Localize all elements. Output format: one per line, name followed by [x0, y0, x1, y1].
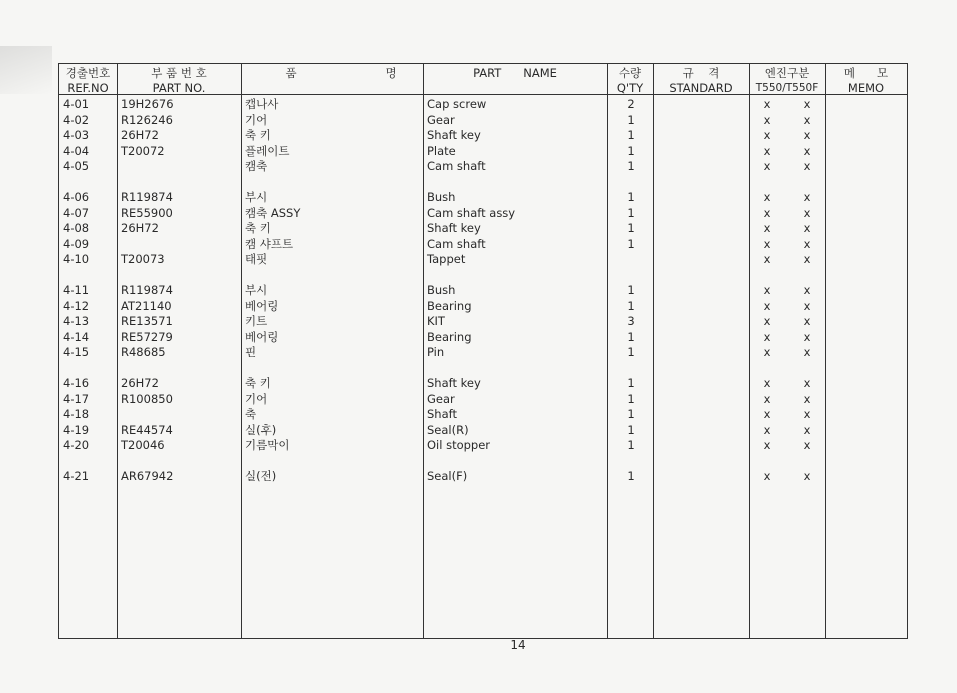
- table-row: [59, 299, 907, 315]
- part-no: R119874: [121, 190, 173, 204]
- engine-t550f-mark: x: [803, 252, 811, 266]
- korean-name: 베어링: [245, 329, 279, 344]
- engine-t550-mark: x: [763, 438, 771, 452]
- ref-no: 4-16: [63, 376, 90, 390]
- header-part-kor: 부 품 번 호: [151, 66, 207, 80]
- engine-t550f-mark: x: [803, 391, 811, 406]
- ref-no: 4-14: [63, 329, 90, 344]
- korean-name: 축 키: [245, 221, 271, 235]
- korean-name: 기어: [245, 112, 268, 127]
- part-name: Bearing: [427, 298, 472, 313]
- korean-name: 태핏: [245, 252, 268, 266]
- korean-name: 부시: [245, 190, 268, 204]
- part-no: 26H72: [121, 128, 159, 142]
- part-name: Shaft key: [427, 376, 481, 390]
- part-no: 26H72: [121, 376, 159, 390]
- table-row: [59, 237, 907, 253]
- ref-no: 4-07: [63, 205, 90, 220]
- header-std-en: STANDARD: [669, 81, 733, 95]
- quantity: 1: [627, 159, 635, 173]
- quantity: 1: [627, 128, 635, 142]
- engine-t550f-mark: x: [803, 221, 811, 235]
- table-row: [59, 376, 907, 392]
- part-no: RE55900: [121, 205, 173, 220]
- parts-table: [58, 63, 908, 639]
- part-no: 19H2676: [121, 97, 174, 111]
- table-row: [59, 438, 907, 454]
- part-no: 26H72: [121, 221, 159, 235]
- ref-no: 4-01: [63, 97, 90, 111]
- ref-no: 4-17: [63, 391, 90, 406]
- engine-t550-mark: x: [763, 345, 771, 359]
- quantity: 1: [627, 112, 635, 127]
- quantity: 1: [627, 469, 635, 483]
- part-name: Tappet: [427, 252, 466, 266]
- header-ref-en: REF.NO: [67, 81, 109, 95]
- engine-t550-mark: x: [763, 391, 771, 406]
- header-qty-kor: 수량: [618, 66, 642, 80]
- quantity: 1: [627, 345, 635, 359]
- ref-no: 4-21: [63, 469, 90, 483]
- part-no: AT21140: [121, 298, 172, 313]
- quantity: 1: [627, 236, 635, 251]
- part-name: Bush: [427, 283, 456, 297]
- engine-t550f-mark: x: [803, 376, 811, 390]
- part-no: R48685: [121, 345, 166, 359]
- korean-name: 축 키: [245, 128, 271, 142]
- table-row: [59, 407, 907, 423]
- engine-t550f-mark: x: [803, 298, 811, 313]
- quantity: 1: [627, 283, 635, 297]
- part-no: AR67942: [121, 469, 174, 483]
- quantity: 1: [627, 298, 635, 313]
- header-name-kor-2: 명: [385, 66, 397, 80]
- quantity: 3: [627, 314, 635, 328]
- engine-t550f-mark: x: [803, 143, 811, 158]
- table-row: [59, 159, 907, 175]
- engine-t550-mark: x: [763, 97, 771, 111]
- table-row: [59, 206, 907, 222]
- engine-t550f-mark: x: [803, 190, 811, 204]
- part-name: Cam shaft: [427, 159, 486, 173]
- engine-t550f-mark: x: [803, 329, 811, 344]
- table-row: [59, 221, 907, 237]
- quantity: 1: [627, 391, 635, 406]
- korean-name: 캡나사: [245, 97, 279, 111]
- ref-no: 4-13: [63, 314, 90, 328]
- engine-t550f-mark: x: [803, 205, 811, 220]
- quantity: 1: [627, 438, 635, 452]
- ref-no: 4-05: [63, 159, 90, 173]
- part-name: KIT: [427, 314, 445, 328]
- part-name: Shaft: [427, 407, 457, 421]
- engine-t550-mark: x: [763, 128, 771, 142]
- part-name: Cam shaft assy: [427, 205, 516, 220]
- engine-t550-mark: x: [763, 469, 771, 483]
- part-name: Bush: [427, 190, 456, 204]
- ref-no: 4-08: [63, 221, 90, 235]
- part-name: Gear: [427, 391, 455, 406]
- engine-t550-mark: x: [763, 236, 771, 251]
- table-row: [59, 423, 907, 439]
- table-row: [59, 97, 907, 113]
- korean-name: 캠축 ASSY: [245, 205, 301, 220]
- engine-t550f-mark: x: [803, 345, 811, 359]
- korean-name: 캠 샤프트: [245, 236, 294, 251]
- quantity: 1: [627, 221, 635, 235]
- engine-t550f-mark: x: [803, 283, 811, 297]
- ref-no: 4-03: [63, 128, 90, 142]
- engine-t550-mark: x: [763, 190, 771, 204]
- engine-t550-mark: x: [763, 252, 771, 266]
- table-row: [59, 392, 907, 408]
- korean-name: 실(전): [245, 469, 277, 483]
- table-row: [59, 330, 907, 346]
- part-name: Seal(F): [427, 469, 468, 483]
- header-qty-en: Q'TY: [616, 81, 644, 95]
- engine-t550f-mark: x: [803, 438, 811, 452]
- quantity: 1: [627, 190, 635, 204]
- part-no: R126246: [121, 112, 173, 127]
- scan-smudge: [0, 46, 52, 94]
- part-name: Shaft key: [427, 221, 481, 235]
- engine-t550f-mark: x: [803, 159, 811, 173]
- quantity: 1: [627, 376, 635, 390]
- korean-name: 베어링: [245, 298, 279, 313]
- engine-t550-mark: x: [763, 329, 771, 344]
- ref-no: 4-11: [63, 283, 90, 297]
- korean-name: 축: [245, 407, 257, 421]
- engine-t550-mark: x: [763, 112, 771, 127]
- quantity: 2: [627, 97, 635, 111]
- engine-t550f-mark: x: [803, 236, 811, 251]
- engine-t550f-mark: x: [803, 128, 811, 142]
- part-no: T20073: [121, 252, 165, 266]
- ref-no: 4-09: [63, 236, 90, 251]
- part-name: Cap screw: [427, 97, 487, 111]
- engine-t550f-mark: x: [803, 469, 811, 483]
- table-row: [59, 469, 907, 485]
- header-std-kor: 규 격: [682, 66, 720, 80]
- ref-no: 4-06: [63, 190, 90, 204]
- ref-no: 4-04: [63, 143, 90, 158]
- part-no: RE57279: [121, 329, 173, 344]
- header-part-en: PART NO.: [152, 81, 206, 95]
- engine-t550-mark: x: [763, 422, 771, 437]
- ref-no: 4-10: [63, 252, 90, 266]
- table-row: [59, 252, 907, 268]
- part-no: RE13571: [121, 314, 173, 328]
- part-name: Seal(R): [427, 422, 469, 437]
- quantity: 1: [627, 329, 635, 344]
- engine-t550f-mark: x: [803, 112, 811, 127]
- table-row: [59, 144, 907, 160]
- header-memo-kor: 메 모: [843, 66, 889, 80]
- korean-name: 캠축: [245, 159, 268, 173]
- header-engine-kor: 엔진구분: [764, 66, 810, 80]
- korean-name: 축 키: [245, 376, 271, 390]
- header-memo-en: MEMO: [847, 81, 885, 95]
- ref-no: 4-18: [63, 407, 90, 421]
- part-name: Gear: [427, 112, 455, 127]
- part-name: Shaft key: [427, 128, 481, 142]
- ref-no: 4-20: [63, 438, 90, 452]
- part-no: T20046: [121, 438, 165, 452]
- quantity: 1: [627, 143, 635, 158]
- part-no: RE44574: [121, 422, 173, 437]
- engine-t550f-mark: x: [803, 97, 811, 111]
- table-row: [59, 314, 907, 330]
- engine-t550-mark: x: [763, 407, 771, 421]
- page-number: 14: [510, 638, 526, 652]
- header-name-en: PART NAME: [473, 66, 557, 80]
- ref-no: 4-15: [63, 345, 90, 359]
- part-no: R119874: [121, 283, 173, 297]
- engine-t550f-mark: x: [803, 422, 811, 437]
- quantity: 1: [627, 407, 635, 421]
- table-row: [59, 190, 907, 206]
- quantity: 1: [627, 205, 635, 220]
- part-name: Cam shaft: [427, 236, 486, 251]
- part-name: Plate: [427, 143, 456, 158]
- table-row: [59, 283, 907, 299]
- korean-name: 핀: [245, 345, 257, 359]
- engine-t550-mark: x: [763, 314, 771, 328]
- korean-name: 기어: [245, 391, 268, 406]
- part-no: T20072: [121, 143, 165, 158]
- engine-t550-mark: x: [763, 205, 771, 220]
- ref-no: 4-02: [63, 112, 90, 127]
- part-name: Pin: [427, 345, 445, 359]
- korean-name: 부시: [245, 283, 268, 297]
- engine-t550f-mark: x: [803, 314, 811, 328]
- header-engine-en: T550/T550F: [755, 82, 819, 94]
- header-ref-kor: 경출번호: [65, 66, 111, 80]
- table-row: [59, 113, 907, 129]
- korean-name: 키트: [245, 314, 268, 328]
- korean-name: 플레이트: [245, 143, 290, 158]
- engine-t550f-mark: x: [803, 407, 811, 421]
- engine-t550-mark: x: [763, 221, 771, 235]
- part-no: R100850: [121, 391, 173, 406]
- header-name-kor-1: 품: [285, 66, 297, 80]
- korean-name: 실(후): [245, 422, 277, 437]
- engine-t550-mark: x: [763, 376, 771, 390]
- ref-no: 4-12: [63, 298, 90, 313]
- engine-t550-mark: x: [763, 159, 771, 173]
- part-name: Oil stopper: [427, 438, 491, 452]
- engine-t550-mark: x: [763, 298, 771, 313]
- quantity: 1: [627, 422, 635, 437]
- ref-no: 4-19: [63, 422, 90, 437]
- part-name: Bearing: [427, 329, 472, 344]
- engine-t550-mark: x: [763, 283, 771, 297]
- table-row: [59, 128, 907, 144]
- table-row: [59, 345, 907, 361]
- engine-t550-mark: x: [763, 143, 771, 158]
- korean-name: 기름막이: [245, 438, 290, 452]
